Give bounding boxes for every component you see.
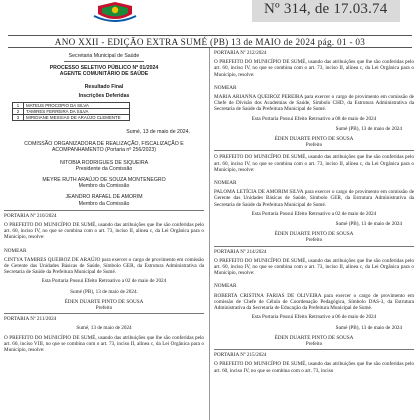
section-divider (214, 150, 414, 151)
portaria-214-signature-name: ÉDEN DUARTE PINTO DE SOUSA (274, 334, 354, 341)
portaria-214-signature-role: Prefeito (305, 340, 323, 347)
column-divider (209, 48, 210, 420)
portaria-215-title: PORTARIA Nº 215/2024 (214, 352, 267, 359)
portaria-213-body: O PREFEITO DO MUNICÍPIO DE SUMÉ, usando das atribuições que lhe são conferidas pelo art. 60, inciso IV, no que se combina com o art. 73, inciso II, alínea c, da Lei Orgânica para o Município, resolve: (214, 154, 414, 173)
portaria-210-signature-role: Prefeito (95, 305, 113, 312)
portaria-214-date: Sumé (PB), 13 de maio de 2024 (335, 324, 402, 331)
portaria-212-signature-name: ÉDEN DUARTE PINTO DE SOUSA (274, 136, 354, 143)
portaria-214-body: O PREFEITO DO MUNICÍPIO DE SUMÉ, usando das atribuições que lhe são conferidas pelo art. 60, inciso IV, no que se combina com o art. 73, inciso II, alínea c, da Lei Orgânica para o Município, resolve: (214, 257, 414, 277)
portaria-210-body: O PREFEITO DO MUNICÍPIO DE SUMÉ, usando das atribuições que lhe são conferidas pelo art. 60, inciso IV, no que se combina com o art. 73, inciso II, alínea c, da Lei Orgânica para o Município, resolve: (4, 222, 204, 241)
masthead-rule-top (8, 35, 412, 36)
signature-1-name: NITOBIA RODRIGUES DE SIQUEIRA (59, 159, 149, 166)
portaria-215-body: O PREFEITO DO MUNICÍPIO DE SUMÉ, usando das atribuições que lhe são conferidas pelo art. 60, inciso IV, no que se combina com o art. 73, inciso (214, 361, 414, 374)
inscricoes-heading: Inscrições Deferidas (78, 92, 130, 99)
row-number: 2 (13, 109, 24, 115)
portaria-213-effect: Esta Portaria Possui Efeito Retroativo a 02 de maio de 2024 (251, 210, 377, 217)
candidate-name: MATEUS PROCOPIO DA SILVA (24, 103, 130, 109)
signature-3-role: Membro da Comissão (78, 200, 130, 207)
portaria-213-appointment: PALOMA LETÍCIA DE AMORIM SILVA para exercer o cargo de provimento em comissão de Gerente das Unidades Básicas de Saúde, Símbolo GER, da Estrutura Administrativa da Secretaria de Saúde da Prefeitura Municipal de Sumé. (214, 189, 414, 208)
portaria-213-signature-name: ÉDEN DUARTE PINTO DE SOUSA (274, 231, 354, 238)
issue-number: Nº 314, de 17.03.74 (264, 1, 388, 17)
portaria-212-nomear: NOMEAR (214, 84, 237, 91)
portaria-213-signature-role: Prefeito (305, 237, 323, 244)
secretaria-heading: Secretaria Municipal de Saúde (68, 53, 140, 59)
portaria-212-date: Sumé (PB), 13 de maio de 2024 (335, 125, 402, 132)
left-column (4, 48, 204, 356)
portaria-212-signature-role: Prefeito (305, 142, 323, 149)
signature-2-role: Membro da Comissão (78, 183, 130, 190)
portaria-214-effect: Esta Portaria Possui Efeito Retroativo a 06 de maio de 2024 (251, 314, 377, 321)
portaria-211-body: O PREFEITO DO MUNICÍPIO DE SUMÉ, usando das atribuições que lhe são conferidas pelo art. 60, inciso VIII, no que se combina com o art. 73, inciso II, alínea c, da Lei Orgânica para o Município, resolve: (4, 334, 204, 354)
signature-2-name: MEYRE RUTH ARAÚJO DE SOUZA MONTENEGRO (42, 177, 166, 184)
portaria-214-nomear: NOMEAR (214, 283, 237, 290)
section-divider (4, 313, 204, 314)
processo-heading: PROCESSO SELETIVO PÚBLICO Nº 01/2024 (49, 65, 159, 72)
portaria-211-title: PORTARIA Nº 211/2024 (4, 316, 57, 323)
portaria-213-date: Sumé (PB), 13 de maio de 2024 (335, 221, 402, 228)
portaria-210-nomear: NOMEAR (4, 247, 27, 254)
result-date: Sumé, 13 de maio de 2024. (126, 129, 190, 136)
resultado-heading: Resultado Final (84, 83, 124, 90)
portaria-210-effect: Esta Portaria Possui Efeito Retroativo a 02 de maio de 2024 (41, 278, 167, 285)
row-number: 1 (13, 103, 24, 109)
right-column (214, 48, 414, 377)
portaria-213-nomear: NOMEAR (214, 180, 237, 187)
table-row (13, 115, 130, 121)
municipal-coat-of-arms-logo (92, 0, 138, 24)
section-divider (214, 246, 414, 247)
section-divider (214, 349, 414, 350)
comissao-line-2: ACOMPANHAMENTO (Portaria nº 256/2023) (51, 147, 157, 154)
cargo-heading: AGENTE COMUNITÁRIO DE SAÚDE (59, 71, 149, 78)
portaria-212-appointment: MARIA ARIANNA QUEIROZ PEREIRA para exercer o cargo de provimento em comissão de Chefe de Divisão dos Academias de Saúde, Símbolo CHD, da Estrutura Administrativa da Secretaria de Saúde da Prefeitura Municipal de Sumé. (214, 94, 414, 113)
portaria-210-appointment: CINTYA TAMIRES QUEIROZ DE ARAÚJO para exercer o cargo de provimento em comissão de Gerente das Unidades Básicas de Saúde, Símbolo GER, da Estrutura Administrativa da Secretaria de Saúde da Prefeitura Municipal de Sumé. (4, 256, 204, 276)
portaria-214-appointment: ROBERTA CRISTINA FARIAS DE OLIVEIRA para exercer o cargo de provimento em comissão de Chefe de Célula de Coordenação Pedagógica, Símbolo DAS-3, da Estrutura Administrativa da Secretaria de Educação da Prefeitura Municipal de Sumé. (214, 292, 414, 312)
portaria-210-date: Sumé (PB), 13 de maio de 2024. (70, 288, 138, 295)
signature-1-role: Presidente da Comissão (75, 165, 133, 172)
section-divider (4, 210, 204, 211)
comissao-line-1: COMISSÃO ORGANIZADORA DE REALIZAÇÃO, FISCALIZAÇÃO E (24, 141, 184, 148)
signature-3-name: JEANDRO RAFAEL DE AMORIM (65, 194, 143, 201)
portaria-212-effect: Esta Portaria Possui Efeito Retroativo a 08 de maio de 2024 (251, 115, 377, 122)
portaria-210-signature-name: ÉDEN DUARTE PINTO DE SOUSA (64, 298, 144, 305)
portaria-212-title: PORTARIA Nº 212/2024 (214, 50, 267, 56)
row-number: 3 (13, 115, 24, 121)
candidates-table (12, 102, 130, 121)
portaria-210-title: PORTARIA Nº 210/2024 (4, 212, 57, 219)
portaria-214-title: PORTARIA Nº 214/2024 (214, 248, 267, 255)
candidate-name: MIRIDIANE MESSIAS DE ARAÚJO CLEMENTE (24, 115, 130, 121)
edition-line: ANO XXII - EDIÇÃO EXTRA SUMÉ (PB) 13 de MAIO de 2024 pág. 01 - 03 (54, 37, 366, 47)
portaria-211-date: Sumé, 13 de maio de 2024 (76, 325, 132, 332)
secretaria-underline (64, 61, 144, 62)
candidate-name: TAMIRES FERREIRA DA SILVA (24, 109, 130, 115)
portaria-212-body: O PREFEITO DO MUNICÍPIO DE SUMÉ, usando das atribuições que lhe são conferidas pelo art. 60, inciso IV, no que se combina com o art. 73, inciso II, alínea c, da Lei Orgânica para o Município, resolve: (214, 59, 414, 78)
masthead (0, 0, 420, 36)
